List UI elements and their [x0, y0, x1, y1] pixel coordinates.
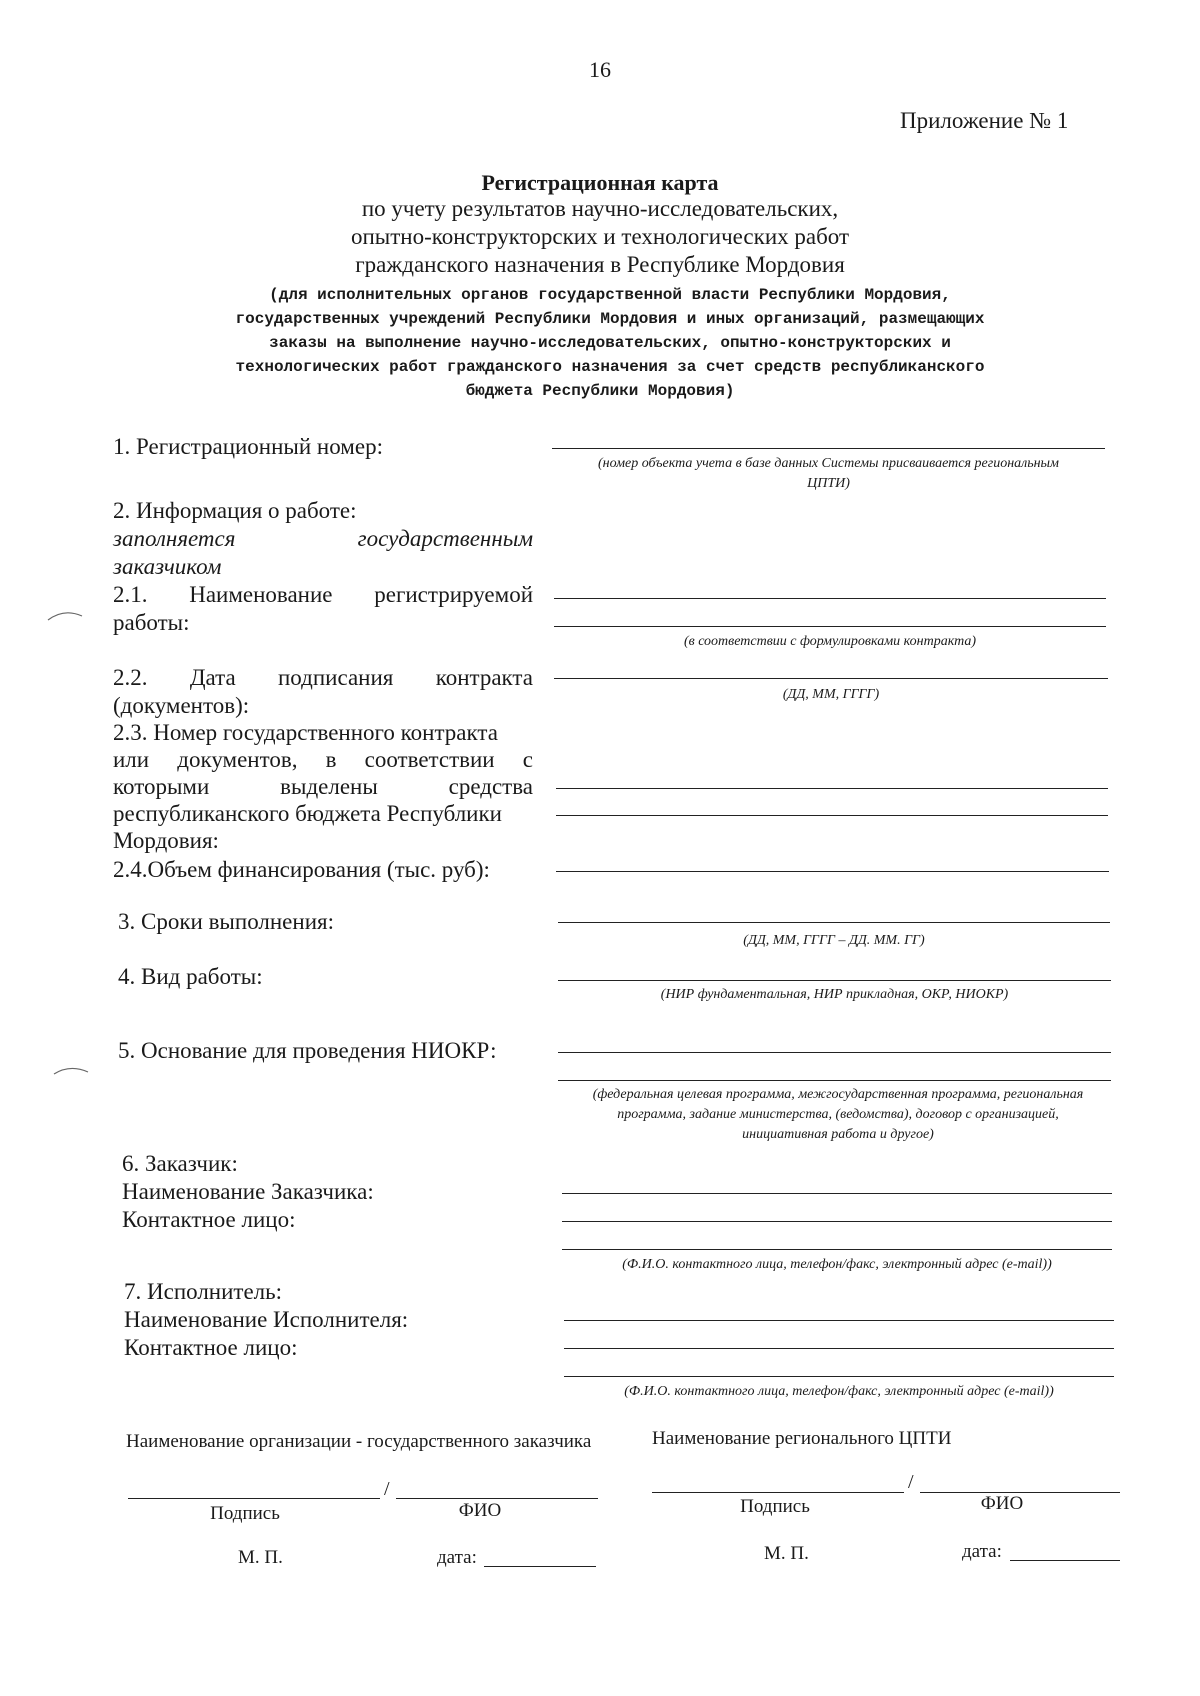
note-line-1: (для исполнительных органов государственной власти Республики Мордовия, — [269, 286, 951, 304]
work-name-word2: регистрируемой — [374, 582, 533, 607]
funding-label: 2.4.Объем финансирования (тыс. руб): — [113, 857, 490, 882]
basis-hint-3: инициативная работа и другое) — [742, 1127, 934, 1142]
executor-name-line[interactable] — [564, 1320, 1114, 1321]
executor-contact-line-2[interactable] — [564, 1376, 1114, 1377]
title-line-2: опытно-конструкторских и технологических работ — [350, 224, 850, 249]
filled-by-word-2: государственным — [357, 526, 533, 551]
right-date-line[interactable] — [1010, 1560, 1120, 1561]
basis-hint-2: программа, задание министерства, (ведомства), договор с организацией, — [617, 1107, 1059, 1122]
funding-line[interactable] — [556, 871, 1109, 872]
title-line-1: по учету результатов научно-исследовательских, — [361, 196, 839, 221]
customer-hint: (Ф.И.О. контактного лица, телефон/факс, электронный адрес (e-mail)) — [622, 1257, 1052, 1272]
contract-number-word-a: которыми — [113, 774, 210, 799]
deadlines-line[interactable] — [558, 922, 1110, 923]
reg-number-label: 1. Регистрационный номер: — [113, 434, 383, 459]
left-date-label: дата: — [437, 1547, 477, 1568]
executor-hint: (Ф.И.О. контактного лица, телефон/факс, электронный адрес (e-mail)) — [624, 1384, 1054, 1399]
customer-label: 6. Заказчик: — [122, 1151, 238, 1176]
reg-number-hint-2: ЦПТИ) — [807, 476, 850, 491]
punch-mark-icon — [52, 1060, 92, 1080]
customer-contact-line-2[interactable] — [562, 1249, 1112, 1250]
contract-number-line-1[interactable] — [556, 788, 1108, 789]
contract-date-label — [113, 664, 533, 692]
left-slash: / — [384, 1478, 390, 1500]
note-line-4: технологических работ гражданского назначения за счет средств республиканского — [235, 358, 985, 376]
contract-number-label-4: республиканского бюджета Республики — [113, 801, 502, 826]
left-signature-line[interactable] — [128, 1498, 380, 1499]
contract-date-label-2: (документов): — [113, 693, 250, 718]
work-type-line[interactable] — [558, 980, 1111, 981]
filled-by-word-1: заполняется — [113, 526, 236, 551]
contract-date-word3: контракта — [435, 665, 533, 690]
document-title: Регистрационная карта — [481, 170, 719, 195]
work-name-num: 2.1. — [113, 582, 148, 607]
work-type-label: 4. Вид работы: — [118, 964, 263, 989]
deadlines-hint: (ДД, ММ, ГГГГ – ДД. ММ. ГГ) — [743, 933, 925, 948]
reg-number-line[interactable] — [552, 448, 1105, 449]
basis-hint-1: (федеральная целевая программа, межгосударственная программа, региональная — [592, 1087, 1084, 1102]
deadlines-label: 3. Сроки выполнения: — [118, 909, 334, 934]
right-signature-caption: Подпись — [740, 1496, 810, 1517]
contract-date-word1: Дата — [189, 665, 236, 690]
page-number: 16 — [589, 57, 611, 82]
left-signature-caption: Подпись — [210, 1503, 280, 1524]
contract-number-label-2 — [113, 746, 533, 774]
left-date-line[interactable] — [484, 1566, 596, 1567]
basis-label: 5. Основание для проведения НИОКР: — [118, 1038, 497, 1063]
executor-name-label: Наименование Исполнителя: — [124, 1307, 409, 1332]
appendix-label: Приложение № 1 — [900, 108, 1069, 133]
note-line-2: государственных учреждений Республики Мордовия и иных организаций, размещающих — [235, 310, 985, 328]
customer-contact-line-1[interactable] — [562, 1221, 1112, 1222]
contract-number-text-2: или документов, в соответствии с — [113, 747, 533, 772]
customer-name-line[interactable] — [562, 1193, 1112, 1194]
work-name-line-1[interactable] — [554, 598, 1106, 599]
contract-number-label-5: Мордовия: — [113, 828, 219, 853]
customer-contact-label: Контактное лицо: — [122, 1207, 296, 1232]
right-signature-line[interactable] — [652, 1492, 904, 1493]
work-name-label — [113, 581, 533, 609]
left-org-label: Наименование организации - государственного заказчика — [126, 1431, 592, 1452]
filled-by-note — [113, 525, 533, 553]
title-line-3: гражданского назначения в Республике Мордовия — [355, 252, 845, 277]
basis-line-1[interactable] — [558, 1052, 1111, 1053]
executor-contact-line-1[interactable] — [564, 1348, 1114, 1349]
note-line-3: заказы на выполнение научно-исследовательских, опытно-конструкторских и — [269, 334, 951, 352]
contract-number-word-c: средства — [448, 774, 533, 799]
left-fio-line[interactable] — [396, 1498, 598, 1499]
work-name-line-2[interactable] — [554, 626, 1106, 627]
work-type-hint: (НИР фундаментальная, НИР прикладная, ОКР, НИОКР) — [660, 987, 1009, 1002]
contract-date-line[interactable] — [554, 678, 1108, 679]
left-fio-caption: ФИО — [458, 1500, 502, 1521]
work-info-label: 2. Информация о работе: — [113, 498, 357, 523]
contract-number-label-1: 2.3. Номер государственного контракта — [113, 720, 498, 745]
customer-name-label: Наименование Заказчика: — [122, 1179, 374, 1204]
right-org-label: Наименование регионального ЦПТИ — [652, 1428, 952, 1449]
right-slash: / — [908, 1471, 914, 1493]
note-line-5: бюджета Республики Мордовия) — [465, 382, 735, 400]
contract-number-line-2[interactable] — [556, 815, 1108, 816]
work-name-hint: (в соответствии с формулировками контракта) — [683, 634, 977, 649]
right-fio-caption: ФИО — [980, 1493, 1024, 1514]
reg-number-hint-1: (номер объекта учета в базе данных Системы присваивается региональным — [598, 456, 1059, 471]
contract-date-num: 2.2. — [113, 665, 148, 690]
punch-mark-icon — [46, 606, 86, 626]
right-stamp-label: М. П. — [764, 1543, 809, 1564]
contract-number-label-3 — [113, 773, 533, 801]
left-stamp-label: М. П. — [238, 1547, 283, 1568]
work-name-word: Наименование — [189, 582, 333, 607]
filled-by-word-3: заказчиком — [113, 554, 222, 579]
contract-number-word-b: выделены — [280, 774, 378, 799]
contract-date-word2: подписания — [278, 665, 394, 690]
work-name-label-2: работы: — [113, 610, 190, 635]
basis-line-2[interactable] — [558, 1080, 1111, 1081]
contract-date-hint: (ДД, ММ, ГГГГ) — [782, 687, 880, 702]
executor-label: 7. Исполнитель: — [124, 1279, 283, 1304]
executor-contact-label: Контактное лицо: — [124, 1335, 298, 1360]
right-date-label: дата: — [962, 1541, 1002, 1562]
